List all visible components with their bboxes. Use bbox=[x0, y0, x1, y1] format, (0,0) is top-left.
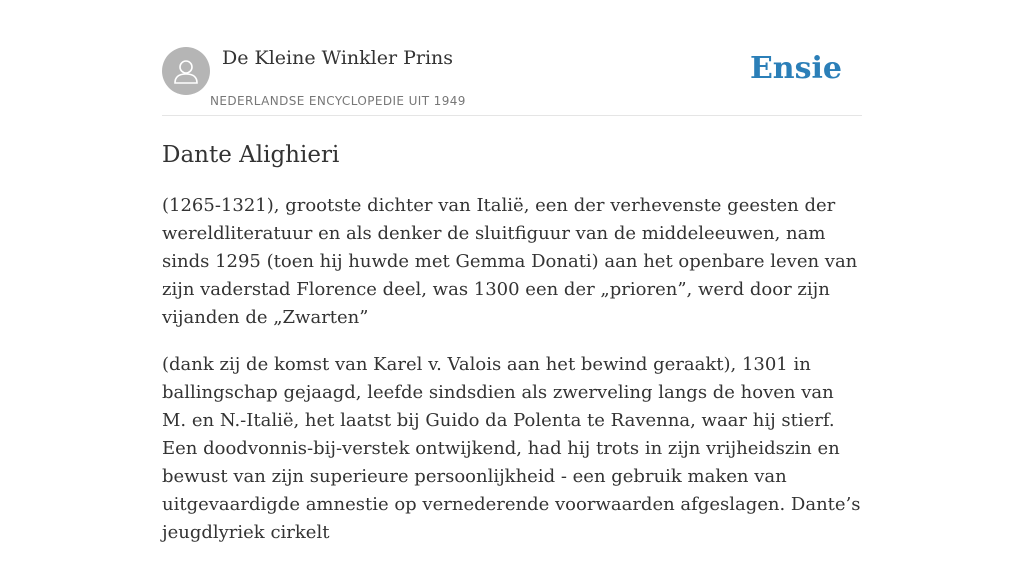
avatar[interactable] bbox=[162, 47, 210, 95]
article-paragraph: (1265-1321), grootste dichter van Italië, een der verhevenste geesten der wereldliteratuur en als denker de sluitfiguur van de middeleeuwen, nam sinds 1295 (toen hij huwde met Gemma Donati) aan het openbare leven van zijn vaderstad Florence deel, was 1300 een der „prioren”, werd door zijn vijanden de „Zwarten” bbox=[162, 195, 858, 328]
brand-logo[interactable]: Ensie bbox=[749, 51, 842, 86]
source-subtitle: NEDERLANDSE ENCYCLOPEDIE UIT 1949 bbox=[210, 94, 466, 108]
article-title: Dante Alighieri bbox=[162, 142, 340, 168]
source-title[interactable]: De Kleine Winkler Prins bbox=[222, 47, 454, 69]
article-paragraph: (dank zij de komst van Karel v. Valois aan het bewind geraakt), 1301 in ballingschap gejaagd, leefde sindsdien als zwerveling langs de hoven van M. en N.-Italië, het laatst bij Guido da Polenta te Ravenna, waar hij stierf. Een doodvonnis-bij-verstek ontwijkend, had hij trots in zijn vrijheidszin en bewust van zijn superieure persoonlijkheid - een gebruik maken van uitgevaardigde amnestie op vernederende voorwaarden afgeslagen. Dante’s jeugdlyriek cirkelt bbox=[162, 354, 861, 543]
article-body bbox=[162, 192, 862, 566]
source-header bbox=[162, 0, 862, 116]
content-container bbox=[162, 0, 862, 543]
user-icon bbox=[171, 56, 201, 86]
